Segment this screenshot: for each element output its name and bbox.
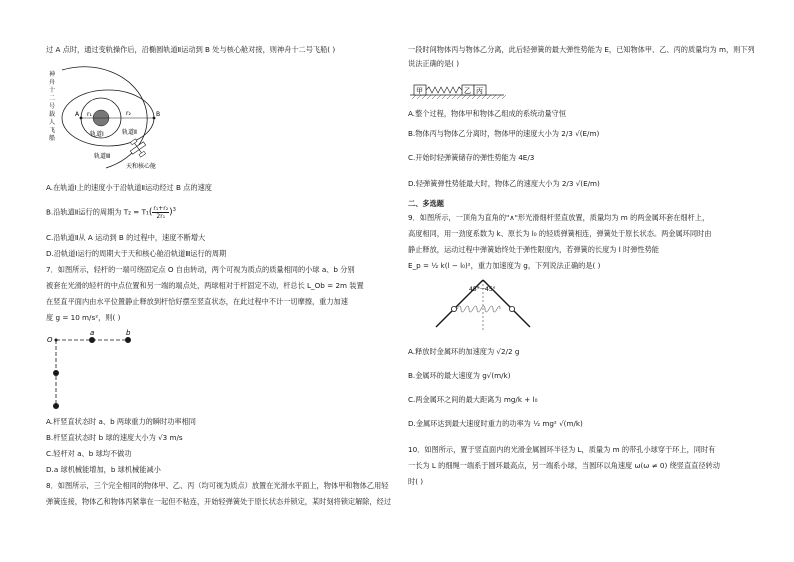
q8-d-value: 2/3 √(E/m): [561, 179, 600, 188]
label-bing: 丙: [476, 87, 483, 95]
spring-blocks-diagram: [410, 80, 506, 100]
q8-c-value: 4E/3: [518, 153, 535, 162]
ring-right: [509, 306, 514, 311]
hatch-line: [432, 95, 436, 99]
hatch-line: [422, 95, 426, 99]
label-b: b: [126, 329, 131, 337]
ship-label-char: 号: [49, 103, 56, 110]
hatch-line: [417, 95, 421, 99]
q7-option-c: C.轻杆对 a、b 球均不做功: [46, 449, 132, 458]
q10-line-1: 10．如图所示，置于竖直面内的光滑金属圆环半径为 L，质量为 m 的带孔小球穿于环上，同时有: [408, 445, 716, 454]
ship-label-vertical: [49, 70, 55, 142]
spring: [457, 306, 500, 312]
ball-a-vertical: [53, 370, 59, 376]
hatch-line: [467, 95, 471, 99]
label-angle-right: 45°: [485, 286, 496, 293]
q10-line-2: 一长为 L 的细绳一端系于圆环最高点，另一端系小球，当圆环以角速度 ω(ω ≠ 0) 绕竖直直径转动: [408, 461, 720, 470]
hatch-line: [482, 95, 486, 99]
label-a: a: [90, 329, 95, 337]
q7-line-1: 7．如图所示，轻杆的一端可绕固定点 O 自由转动，两个可视为质点的质量相同的小球 a、b 分别: [46, 265, 355, 274]
pivot-o: [55, 339, 58, 342]
q7-option-a: A.杆竖直状态时 a、b 两球重力的瞬时功率相同: [46, 417, 196, 426]
hatch-line: [412, 95, 416, 99]
orbit-diagram: [46, 60, 176, 172]
rod-diagram: [46, 328, 156, 410]
q8-d-text: D.轻弹簧弹性势能最大时，物体乙的速度大小为: [408, 179, 562, 188]
hatch-line: [447, 95, 451, 99]
q8-line-1: 8．如图所示，三个完全相同的物体甲、乙、丙（均可视为质点）放置在光滑水平面上，物体甲和物体乙用轻: [46, 481, 389, 490]
label-a: A: [75, 111, 80, 118]
hatch-line: [427, 95, 431, 99]
q9-line-2: 高度相同，用一劲度系数为 k、原长为 l₀ 的轻质弹簧相连，弹簧处于原长状态。两金属环同时由: [408, 229, 712, 238]
ball-a: [89, 337, 95, 343]
hatch-line: [442, 95, 446, 99]
ship-label-char: 舟: [49, 79, 56, 86]
section-title-multiple-choice: 二、多选题: [408, 199, 444, 208]
q6-option-b-text: B.沿轨道Ⅱ运行的周期为 T₂ = T₁: [46, 207, 149, 217]
ship-label-char: 人: [49, 119, 56, 126]
q6-b-den: 2r₁: [156, 212, 166, 220]
label-o: O: [47, 336, 53, 344]
hatch-line: [462, 95, 466, 99]
q9-line-1: 9．如图所示，一顶角为直角的"∧"形光滑细杆竖直放置，质量均为 m 的两金属环套在细杆上，: [408, 213, 710, 222]
q8-option-c: [408, 152, 534, 165]
q8-option-b: [408, 128, 599, 141]
hatch-line: [487, 95, 491, 99]
ball-b-vertical: [53, 403, 59, 409]
label-orbit-ii: 轨道Ⅱ: [122, 129, 137, 136]
ship-label-char: 飞: [49, 127, 56, 134]
q7-option-b: B.杆竖直状态时 b 球的速度大小为 √3 m/s: [46, 433, 183, 442]
q6-option-c: C.沿轨道Ⅱ从 A 运动到 B 的过程中，速度不断增大: [46, 233, 206, 242]
q8-option-a: A.整个过程，物体甲和物体乙组成的系统动量守恒: [408, 109, 567, 118]
q8-line-2: 弹簧连接，物体乙和物体丙紧靠在一起但不粘连，开始轻弹簧处于原长状态并锁定，某时刻将锁定解除，经过: [46, 497, 392, 506]
hatch-line: [497, 95, 501, 99]
ship-label-char: 二: [49, 95, 56, 102]
q8-line-3: 一段时间物体丙与物体乙分离，此后轻弹簧的最大弹性势能为 E，已知物体甲、乙、丙的质量均为 m，则下列: [408, 45, 755, 54]
hatch-line: [437, 95, 441, 99]
q10-line-3: 时( ): [408, 477, 424, 486]
q8-line-4: 说法正确的是( ): [408, 59, 460, 68]
spring: [426, 87, 462, 93]
q7-line-4: 度 g = 10 m/s²，则( ): [46, 313, 121, 322]
q9-option-d: D.金属环达到最大速度时重力的功率为 ½ mg² √(m/k): [408, 419, 583, 428]
q6-option-b: B.沿轨道Ⅱ运行的周期为 T₂ = T₁( $\frac{\text{r₁+r₂}}{\text{2r₁}}$ )$^3$: [46, 204, 176, 220]
q8-b-text: B.物体丙与物体乙分离时，物体甲的速度大小为: [408, 129, 562, 138]
hatch-line: [472, 95, 476, 99]
label-orbit-iii: 轨道Ⅲ: [94, 153, 111, 160]
label-r1: r₁: [87, 111, 92, 118]
q6-option-d: D.沿轨道Ⅰ运行的周期大于天和核心舱沿轨道Ⅲ运行的周期: [46, 249, 227, 258]
ship-label-char: 十: [49, 87, 56, 94]
point-a: [80, 117, 83, 120]
q8-c-text: C.开始时轻弹簧储存的弹性势能为: [408, 153, 519, 162]
q6-b-exp: 3: [172, 207, 176, 213]
label-jia: 甲: [416, 87, 423, 95]
q9-option-b: B.金属环的最大速度为 g√(m/k): [408, 371, 511, 380]
q9-option-c: C.两金属环之间的最大距离为 mg/k + l₀: [408, 395, 538, 404]
hatch-line: [502, 95, 506, 99]
q7-option-d: D.a 球机械能增加，b 球机械能减小: [46, 465, 161, 474]
q6-option-b-frac: [152, 205, 169, 220]
ground-hatch: [412, 95, 506, 99]
hatch-line: [477, 95, 481, 99]
ship-label-char: 船: [49, 135, 56, 142]
q8-option-d: [408, 178, 600, 191]
hatch-line: [452, 95, 456, 99]
q6-text-tail: 过 A 点时，通过变轨操作后，沿椭圆轨道Ⅱ运动到 B 处与核心舱对接，则神舟十二号飞船( ): [46, 45, 336, 54]
ship-label-char: 神: [49, 71, 56, 78]
ring-left: [451, 306, 456, 311]
q8-b-value: 2/3 √(E/m): [561, 129, 600, 138]
q7-line-2: 被套在光滑的轻杆的中点位置和另一端的端点处，两球相对于杆固定不动，杆总长 L_Ob = 2m 装置: [46, 281, 364, 290]
q6-b-num: r₁+r₂: [153, 204, 169, 212]
ball-b: [125, 337, 131, 343]
label-angle-left: 45°: [469, 286, 480, 293]
label-station: 天和核心舱: [126, 163, 157, 170]
hatch-line: [457, 95, 461, 99]
q9-option-a: A.释放时金属环的加速度为 √2/2 g: [408, 347, 520, 356]
label-r2: r₂: [126, 110, 131, 117]
q9-line-3: 静止释放，运动过程中弹簧始终处于弹性限度内，若弹簧的长度为 l 时弹性势能: [408, 245, 659, 254]
hatch-line: [492, 95, 496, 99]
v-rod-diagram: [432, 276, 534, 338]
q9-line-4: E_p = ½ k(l − l₀)²，重力加速度为 g，下列说法正确的是( ): [408, 261, 601, 270]
q6-option-a: A.在轨道Ⅰ上的速度小于沿轨道Ⅱ运动经过 B 点的速度: [46, 183, 212, 192]
point-b: [153, 117, 156, 120]
label-yi: 乙: [464, 87, 471, 95]
ship-label-char: 载: [49, 111, 56, 118]
q7-line-3: 在竖直平面内由水平位置静止释放到杆恰好摆至竖直状态，在此过程中不计一切摩擦，重力加速: [46, 297, 348, 306]
label-b: B: [156, 111, 161, 118]
label-orbit-i: 轨道Ⅰ: [90, 131, 104, 138]
